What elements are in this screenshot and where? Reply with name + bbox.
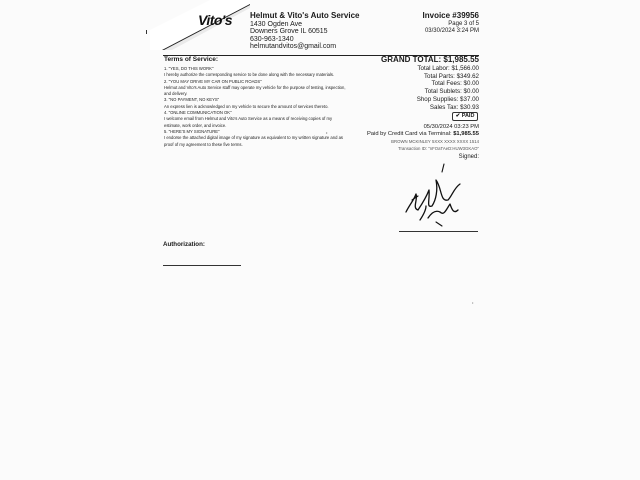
totals-block [381, 56, 479, 112]
payment-info [367, 124, 479, 152]
page-indicator: Page 3 of 5 [448, 21, 479, 27]
company-email: helmutandvitos@gmail.com [250, 43, 337, 51]
signature-line [399, 231, 478, 232]
card-number: 5XXX XXXX XXXX 1514 [431, 139, 479, 144]
authorization-line [163, 265, 241, 266]
total-labor: Total Labor: $1,566.00 [417, 64, 479, 72]
company-phone: 630-963-1340 [250, 35, 294, 43]
payment-amount: $1,985.55 [453, 131, 479, 137]
invoice-info [423, 12, 479, 35]
company-header [250, 12, 359, 51]
payment-method [367, 131, 479, 138]
authorization-label: Authorization: [163, 241, 205, 248]
grand-total: GRAND TOTAL: $1,985.55 [381, 55, 479, 64]
invoice-number: Invoice #39956 [422, 11, 479, 20]
terms-line: 4. "ONLINE COMMUNICATION OK" [164, 110, 232, 116]
company-address-line1: 1430 Ogden Ave [250, 20, 303, 28]
handwritten-signature [396, 160, 480, 232]
transaction-id: Transaction ID: "nFOaTAeD:HUW3GKAO" [398, 146, 479, 151]
scan-speck: • [326, 130, 328, 135]
total-parts: Total Parts: $349.62 [423, 72, 479, 80]
sales-tax: Sales Tax: $30.93 [429, 103, 479, 111]
terms-body [164, 66, 346, 148]
cardholder-name: BROWN MCKINLEY [391, 139, 431, 144]
terms-line: 1. "YES, DO THIS WORK" [164, 66, 214, 71]
company-logo: Vito's [198, 12, 233, 28]
paid-badge [452, 112, 478, 121]
payment-method-label: Paid by Credit Card via Terminal: [366, 131, 452, 137]
cardholder-line [367, 138, 479, 145]
check-icon: ✔ [455, 113, 461, 119]
scan-speck: • [472, 300, 474, 305]
terms-line: An express lien is acknowledged on my vehicle to secure the amount of services thereto. [164, 103, 329, 109]
terms-line: 3. "NO PAYMENT, NO KEYS" [164, 97, 220, 103]
terms-line: I welcome email from Helmut and Vito's Auto Service as a means of receiving copies of my estimate, work order, and invoice. [164, 116, 333, 128]
total-fees: Total Fees: $0.00 [431, 80, 479, 88]
terms-line: 5. "HERE'S MY SIGNATURE" [164, 128, 220, 134]
terms-line: 2. "YOU MAY DRIVE MY CAR ON PUBLIC ROADS" [164, 78, 262, 84]
terms-line: Helmut and Vito's Auto Service staff may operate my vehicle for the purpose of testing, inspection, and delivery. [164, 84, 346, 97]
terms-title: Terms of Service: [164, 56, 219, 63]
shop-supplies: Shop Supplies: $37.00 [416, 95, 479, 103]
payment-datetime: 05/30/2024 03:23 PM [423, 124, 479, 130]
paid-label: PAID [461, 113, 475, 119]
company-address-line2: Downers Grove IL 60515 [250, 28, 328, 36]
invoice-datetime: 03/30/2024 3:24 PM [424, 28, 479, 34]
terms-line: I hereby authorize the corresponding service to be done along with the necessary materials. [164, 72, 335, 78]
total-sublets: Total Sublets: $0.00 [424, 88, 479, 96]
signed-label: Signed: [458, 154, 479, 160]
margin-mark [146, 30, 147, 34]
terms-line: I endorse the attached digital image of my signature as equivalent to my written signature and as proof of my agreement to these five terms. [164, 135, 344, 147]
company-name: Helmut & Vito's Auto Service [250, 11, 360, 20]
